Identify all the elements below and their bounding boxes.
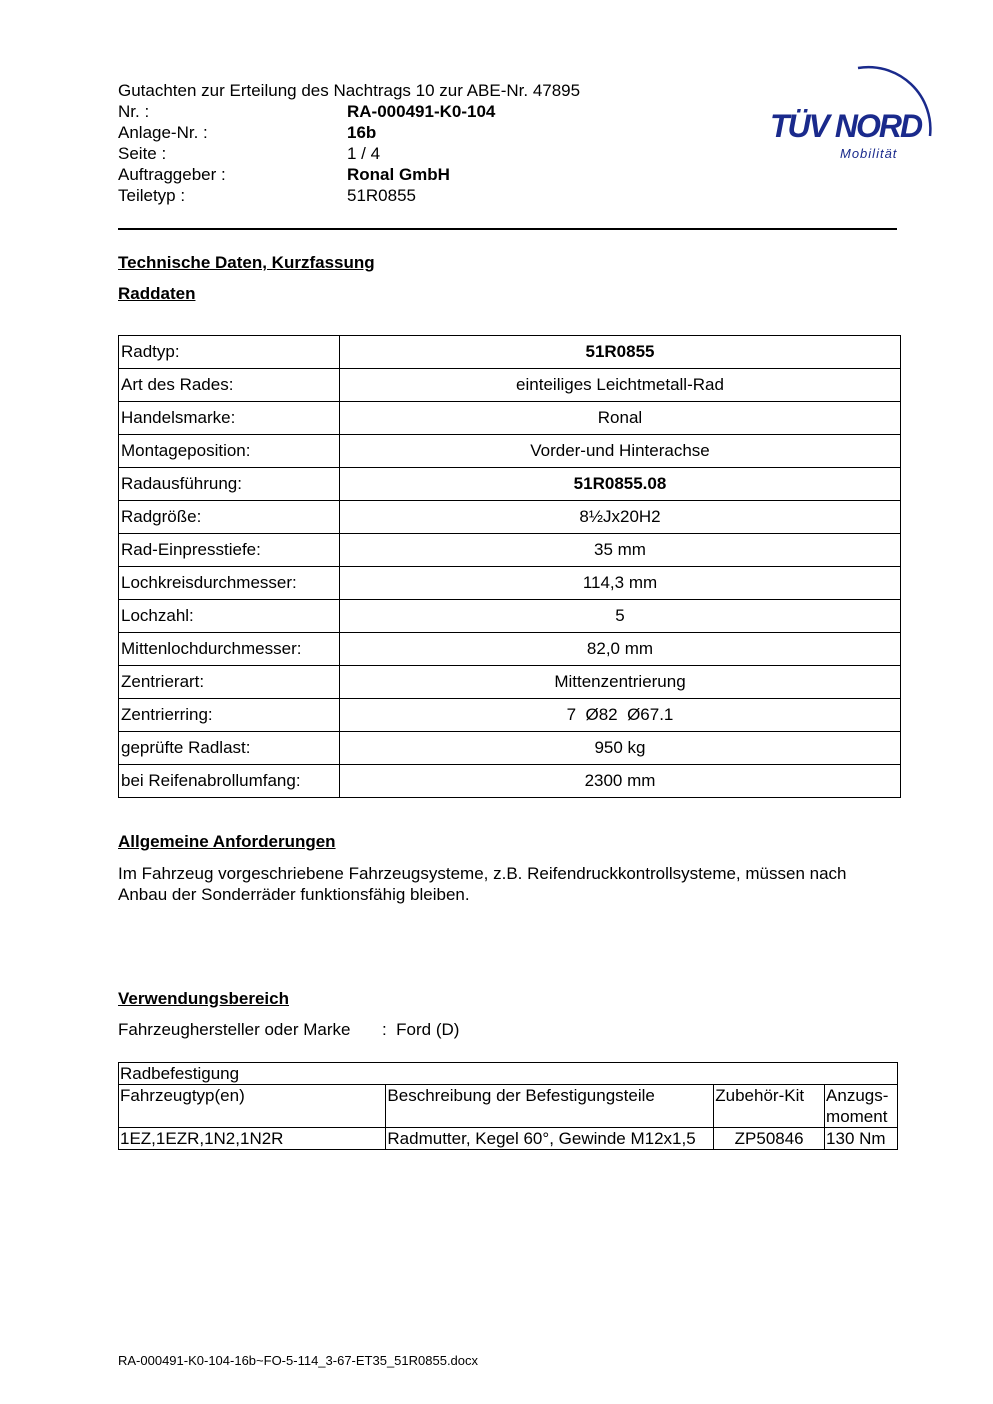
table-cell: Radmutter, Kegel 60°, Gewinde M12x1,5 xyxy=(386,1128,714,1150)
table-row xyxy=(119,435,901,468)
header-divider xyxy=(118,228,897,230)
requirements-text: Im Fahrzeug vorgeschriebene Fahrzeugsysteme, z.B. Reifendruckkontrollsysteme, müssen nach Anbau der Sonderräder funktionsfähig bleiben. xyxy=(118,864,847,904)
row-value: Vorder-und Hinterachse xyxy=(340,435,901,468)
section-heading-requirements: Allgemeine Anforderungen xyxy=(118,832,336,851)
column-header: Anzugs-moment xyxy=(825,1085,898,1128)
row-label: Montageposition: xyxy=(119,435,340,468)
column-header: Fahrzeugtyp(en) xyxy=(119,1085,386,1128)
column-header: Beschreibung der Befestigungsteile xyxy=(386,1085,714,1128)
row-value: 8½Jx20H2 xyxy=(340,501,901,534)
row-label: Radgröße: xyxy=(119,501,340,534)
header-label: Seite : xyxy=(118,144,167,163)
table-row xyxy=(119,1128,898,1150)
raddaten-table xyxy=(118,335,901,798)
manufacturer-label: Fahrzeughersteller oder Marke xyxy=(118,1020,351,1039)
row-value: 5 xyxy=(340,600,901,633)
header-value: 51R0855 xyxy=(347,186,417,205)
table-row xyxy=(119,534,901,567)
row-value: 35 mm xyxy=(340,534,901,567)
manufacturer-value: : Ford (D) xyxy=(382,1020,460,1039)
section-heading-raddaten: Raddaten xyxy=(118,284,196,303)
row-value: 114,3 mm xyxy=(340,567,901,600)
row-label: Art des Rades: xyxy=(119,369,340,402)
row-label: Lochzahl: xyxy=(119,600,340,633)
row-value: Mittenzentrierung xyxy=(340,666,901,699)
row-label: geprüfte Radlast: xyxy=(119,732,340,765)
radbefestigung-table xyxy=(118,1062,898,1150)
table-row xyxy=(119,600,901,633)
column-header: Zubehör-Kit xyxy=(714,1085,825,1128)
logo-brand-text: TÜV NORD xyxy=(770,108,922,144)
logo-subtitle: Mobilität xyxy=(840,146,898,161)
table-cell: 130 Nm xyxy=(825,1128,898,1150)
row-label: Mittenlochdurchmesser: xyxy=(119,633,340,666)
table-title: Radbefestigung xyxy=(119,1063,898,1085)
table-row xyxy=(119,369,901,402)
table-row xyxy=(119,402,901,435)
header-label: Anlage-Nr. : xyxy=(118,123,208,142)
row-label: Radtyp: xyxy=(119,336,340,369)
table-row xyxy=(119,699,901,732)
table-row xyxy=(119,732,901,765)
row-label: Zentrierart: xyxy=(119,666,340,699)
section-heading-usage: Verwendungsbereich xyxy=(118,989,289,1008)
row-label: Handelsmarke: xyxy=(119,402,340,435)
header-value: RA-000491-K0-104 xyxy=(347,102,496,121)
section-heading-technical: Technische Daten, Kurzfassung xyxy=(118,253,375,272)
row-value: 7 Ø82 Ø67.1 xyxy=(340,699,901,732)
header-label: Nr. : xyxy=(118,102,150,121)
row-label: Lochkreisdurchmesser: xyxy=(119,567,340,600)
row-value: 51R0855.08 xyxy=(340,468,901,501)
row-value: Ronal xyxy=(340,402,901,435)
row-label: Zentrierring: xyxy=(119,699,340,732)
header-row-seite xyxy=(118,143,638,164)
row-value: 51R0855 xyxy=(340,336,901,369)
header-label: Teiletyp : xyxy=(118,186,186,205)
row-value: 2300 mm xyxy=(340,765,901,798)
row-label: Radausführung: xyxy=(119,468,340,501)
table-row xyxy=(119,336,901,369)
header-label: Auftraggeber : xyxy=(118,165,226,184)
table-row xyxy=(119,765,901,798)
table-row xyxy=(119,468,901,501)
header-value: Ronal GmbH xyxy=(347,165,450,184)
document-footer: RA-000491-K0-104-16b~FO-5-114_3-67-ET35_51R0855.docx xyxy=(118,1353,479,1368)
row-value: einteiliges Leichtmetall-Rad xyxy=(340,369,901,402)
table-header-row xyxy=(119,1085,898,1128)
table-cell: 1EZ,1EZR,1N2,1N2R xyxy=(119,1128,386,1150)
table-row xyxy=(119,633,901,666)
header-value: 16b xyxy=(347,123,377,142)
table-row xyxy=(119,567,901,600)
row-value: 82,0 mm xyxy=(340,633,901,666)
table-row xyxy=(119,666,901,699)
table-cell: ZP50846 xyxy=(714,1128,825,1150)
row-label: bei Reifenabrollumfang: xyxy=(119,765,340,798)
row-label: Rad-Einpresstiefe: xyxy=(119,534,340,567)
header-row-auftraggeber xyxy=(118,164,638,185)
row-value: 950 kg xyxy=(340,732,901,765)
document-title: Gutachten zur Erteilung des Nachtrags 10 zur ABE-Nr. 47895 xyxy=(118,81,581,100)
header-row-anlage xyxy=(118,122,638,143)
header-value: 1 / 4 xyxy=(347,144,381,163)
header-row-teiletyp xyxy=(118,185,638,206)
header-row-nr xyxy=(118,101,638,122)
table-title-row xyxy=(119,1063,898,1085)
table-row xyxy=(119,501,901,534)
tuv-nord-logo xyxy=(768,58,948,168)
